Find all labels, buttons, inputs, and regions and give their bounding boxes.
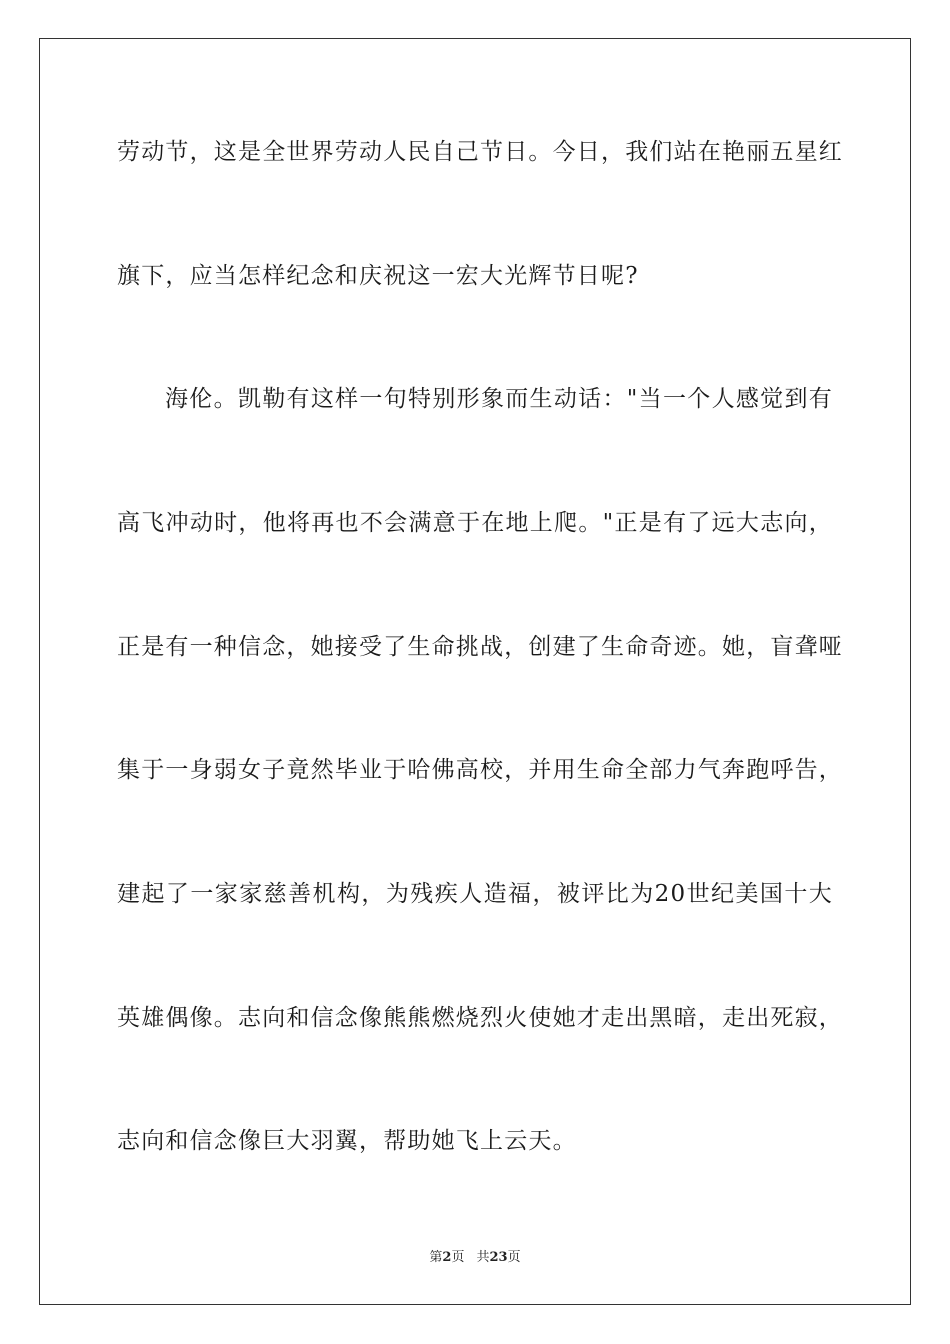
- page-prefix: 第: [429, 1250, 443, 1265]
- paragraph-line-7: 建起了一家家慈善机构，为残疾人造福，被评比为20世纪美国十大: [117, 881, 833, 907]
- paragraph-line-1: 劳动节，这是全世界劳动人民自己节日。今日，我们站在艳丽五星红: [117, 139, 843, 165]
- paragraph-line-3: 海伦。凯勒有这样一句特别形象而生动话："当一个人感觉到有: [165, 386, 833, 412]
- page-footer: [0, 1246, 950, 1265]
- paragraph-line-5: 正是有一种信念，她接受了生命挑战，创建了生命奇迹。她，盲聋哑: [117, 634, 843, 660]
- total-prefix: 共: [476, 1250, 490, 1265]
- paragraph-line-4: 高飞冲动时，他将再也不会满意于在地上爬。"正是有了远大志向，: [117, 510, 833, 536]
- total-suffix: 页: [507, 1250, 521, 1265]
- page-number: 2: [442, 1250, 452, 1265]
- page-border: [39, 38, 911, 1305]
- paragraph-line-8: 英雄偶像。志向和信念像熊熊燃烧烈火使她才走出黑暗，走出死寂，: [117, 1005, 843, 1031]
- paragraph-line-2: 旗下，应当怎样纪念和庆祝这一宏大光辉节日呢?: [117, 263, 639, 289]
- paragraph-line-6: 集于一身弱女子竟然毕业于哈佛高校，并用生命全部力气奔跑呼告，: [117, 757, 843, 783]
- page-suffix: 页: [451, 1250, 465, 1265]
- paragraph-line-9: 志向和信念像巨大羽翼，帮助她飞上云天。: [117, 1128, 577, 1154]
- total-pages: 23: [489, 1250, 508, 1265]
